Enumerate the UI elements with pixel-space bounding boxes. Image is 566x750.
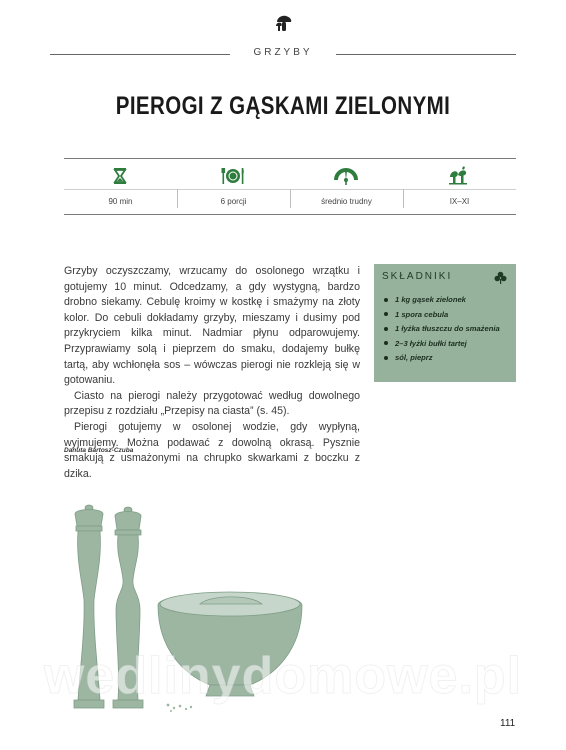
instruction-paragraph: Pierogi gotujemy w osolonej wodzie, gdy wypłyną, wyjmujemy. Można podawać z dowolną okrasą. Pysznie smakują z usmażonymi na chrupko skwarkami z boczku z dzika. xyxy=(64,420,360,480)
info-difficulty-label: średnio trudny xyxy=(321,197,372,206)
ingredient-item: 2–3 łyżki bułki tartej xyxy=(382,337,500,352)
mushroom-logo-icon xyxy=(275,14,293,34)
bullet-icon xyxy=(384,298,388,302)
bullet-icon xyxy=(384,312,388,316)
ingredients-title: SKŁADNIKI xyxy=(382,271,453,282)
info-difficulty xyxy=(290,160,403,214)
author-name: Danuta Bartosz-Czuba xyxy=(64,447,134,454)
ingredients-box xyxy=(374,264,516,382)
hourglass-icon xyxy=(110,166,130,186)
instruction-paragraph: Grzyby oczyszczamy, wrzucamy do osolonego wrzątku i gotujemy 10 minut. Odcedzamy, a gdy wystygną, bardzo drobno siekamy. Cebulę kroimy w kostkę i smażymy na złoty kolor. Do cebuli dokładamy grzyby, mieszamy i dusimy pod przykryciem kilka minut. Nadmiar płynu odparowujemy. Przyprawiamy solą i pieprzem do smaku, dodajemy bułkę tartą, aby wchłonęła sos – wówczas pierogi nie rozkleją się w gotowaniu. xyxy=(64,265,360,387)
info-time xyxy=(64,160,177,214)
category-label: GRZYBY xyxy=(230,47,336,58)
info-season xyxy=(403,160,516,214)
category-rule-left xyxy=(50,54,230,55)
ingredient-item: 1 łyżka tłuszczu do smażenia xyxy=(382,322,500,337)
site-watermark: wedlinydomowe.pl xyxy=(43,647,523,705)
bullet-icon xyxy=(384,341,388,345)
bullet-icon xyxy=(384,356,388,360)
info-time-label: 90 min xyxy=(108,197,133,206)
ingredient-item: 1 spora cebula xyxy=(382,308,500,323)
instruction-paragraph: Ciasto na pierogi należy przygotować według dowolnego przepisu z rozdziału „Przepisy na ciasta” (s. 45). xyxy=(64,389,360,418)
info-season-label: IX–XI xyxy=(449,197,470,206)
difficulty-gauge-icon xyxy=(334,166,358,186)
clover-icon xyxy=(494,271,507,284)
plate-cutlery-icon xyxy=(221,166,245,186)
info-bar-top-rule xyxy=(64,158,516,159)
info-bar-bottom-rule xyxy=(64,214,516,215)
page-number: 111 xyxy=(500,718,516,729)
ingredient-item: 1 kg gąsek zielonek xyxy=(382,293,500,308)
ingredients-list xyxy=(382,293,500,366)
ingredient-item: sól, pieprz xyxy=(382,351,500,366)
recipe-title: PIEROGI Z GĄSKAMI ZIELONYMI xyxy=(115,92,451,120)
bullet-icon xyxy=(384,327,388,331)
info-portions-label: 6 porcji xyxy=(220,197,247,206)
mushroom-calendar-icon xyxy=(447,166,469,186)
info-portions xyxy=(177,160,290,214)
category-rule-right xyxy=(336,54,516,55)
